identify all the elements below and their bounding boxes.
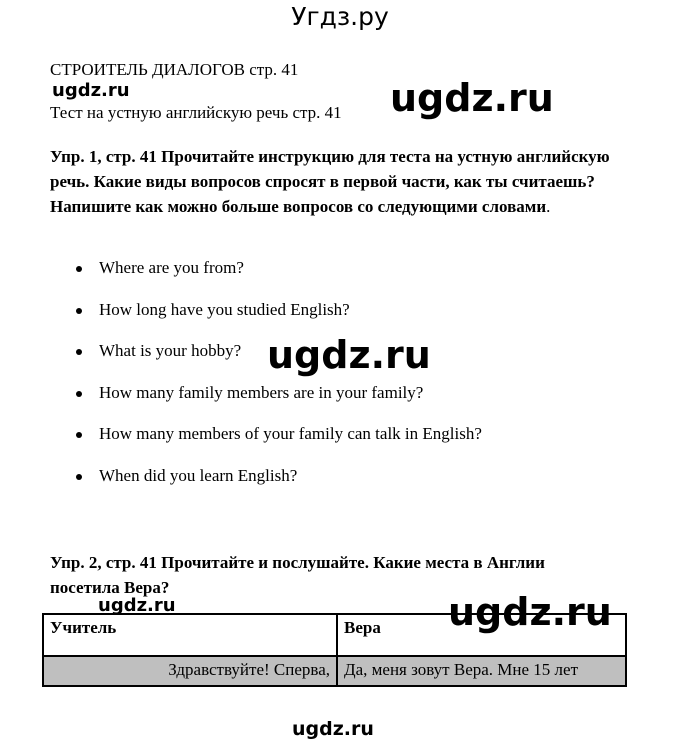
watermark-big-2: ugdz.ru — [267, 333, 431, 377]
table-cell-vera: Да, меня зовут Вера. Мне 15 лет — [337, 656, 626, 686]
watermark-big-3: ugdz.ru — [448, 590, 612, 634]
subtitle: Тест на устную английскую речь стр. 41 — [50, 103, 342, 122]
bullet-icon — [76, 474, 82, 480]
task1-heading — [50, 144, 610, 219]
site-header-title[interactable]: Угдз.ру — [291, 2, 389, 31]
question-text: What is your hobby? — [99, 341, 242, 360]
task1-heading-bold: Упр. 1, стр. 41 Прочитайте инструкцию для теста на устную английскую речь. Какие виды вопросов спросят в первой части, как ты считаешь? Напишите как можно больше вопросов со следующими словами — [50, 147, 610, 216]
watermark-small-2: ugdz.ru — [98, 595, 176, 616]
footer-watermark[interactable]: ugdz.ru — [292, 718, 374, 740]
bullet-icon — [76, 391, 82, 397]
table-row — [43, 656, 626, 686]
task2-heading: Упр. 2, стр. 41 Прочитайте и послушайте. Какие места в Англии посетила Вера? — [50, 553, 545, 597]
list-item — [74, 258, 482, 300]
question-text: When did you learn English? — [99, 465, 298, 485]
task1-heading-tail: . — [546, 197, 551, 216]
question-text: How many members of your family can talk in English? — [99, 424, 482, 443]
bullet-icon — [76, 349, 82, 355]
bullet-icon — [76, 432, 82, 438]
table-header-row — [43, 614, 626, 656]
watermark-small-1: ugdz.ru — [52, 80, 130, 101]
list-item — [74, 424, 482, 466]
list-item — [74, 383, 482, 425]
dialog-table — [42, 613, 627, 687]
table-cell-teacher: Здравствуйте! Сперва, — [43, 656, 337, 686]
column-header-teacher: Учитель — [43, 614, 337, 656]
column-header-vera: Вера — [337, 614, 626, 656]
bullet-icon — [76, 266, 82, 272]
question-text: How long have you studied English? — [99, 299, 350, 319]
watermark-big-1: ugdz.ru — [390, 76, 554, 120]
bullet-icon — [76, 308, 82, 314]
question-text: Where are you from? — [99, 258, 244, 277]
section-title: СТРОИТЕЛЬ ДИАЛОГОВ стр. 41 — [50, 60, 299, 79]
question-list — [74, 258, 482, 507]
question-text: How many family members are in your family? — [99, 382, 424, 402]
list-item — [74, 466, 482, 508]
